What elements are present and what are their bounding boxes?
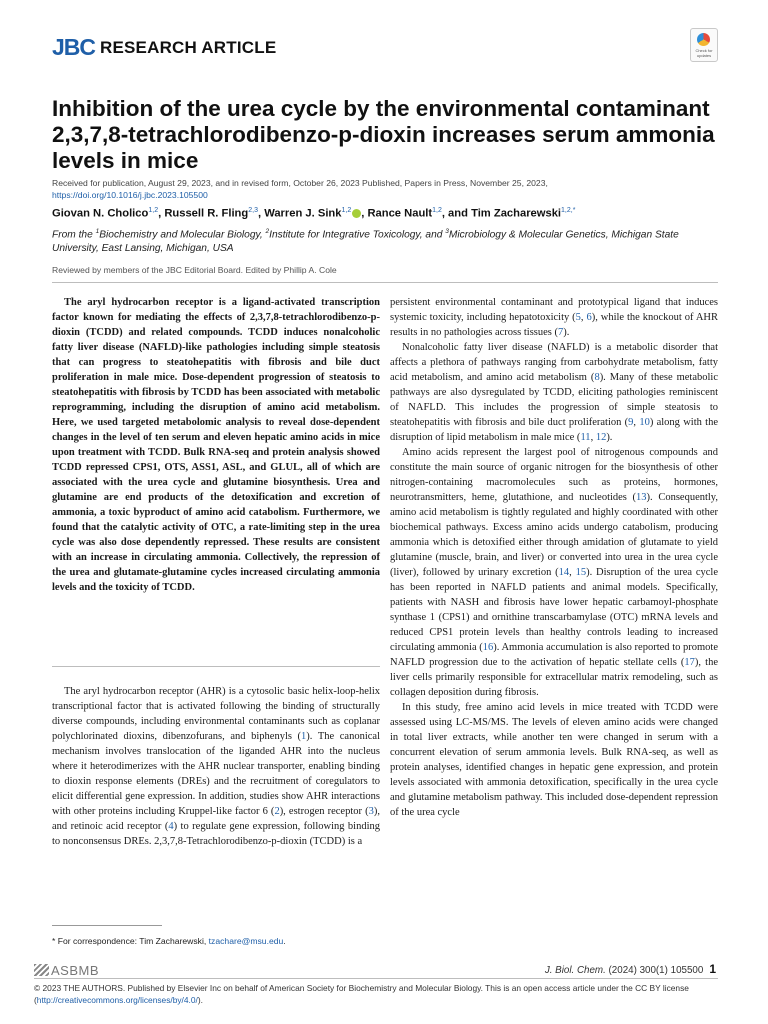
correspondence-footnote: * For correspondence: Tim Zacharewski, tzachare@msu.edu. <box>52 936 286 946</box>
text-run: Nonalcoholic fatty liver disease (NAFLD) is a metabolic disorder that affects a plethora of pathways ranging from carbohydrate metabolism, fatty acid metabolism, and amino acid metabolism ( <box>390 342 718 383</box>
page-header <box>52 34 718 70</box>
right-paragraph-3 <box>390 445 718 700</box>
doi-link[interactable]: https://doi.org/10.1016/j.jbc.2023.105500 <box>52 190 208 200</box>
asbmb-logo-icon <box>34 964 49 976</box>
right-paragraph-2 <box>390 340 718 445</box>
intro-column <box>52 684 380 849</box>
author-name[interactable]: Giovan N. Cholico <box>52 207 149 220</box>
page-number: 1 <box>709 962 716 976</box>
text-run: ). Disruption of the urea cycle has been reported in NAFLD patients and animal models. Specifically, patients with NASH and fibrosis have lower hepatic carbamoyl-phosphate synthase 1 (CPS1) and ornithine transcarbamylase (OTC) mRNA levels and reduced CPS1 protein levels than healthy controls leading to increased circulating ammonia ( <box>390 567 718 653</box>
reference-link[interactable]: 3 <box>368 806 374 817</box>
article-title: Inhibition of the urea cycle by the environmental contaminant 2,3,7,8-tetrachlorodibenzo-p-dioxin increases serum ammonia levels in mice <box>52 96 715 173</box>
author-affiliation-marker: 1,2,* <box>561 207 576 214</box>
abstract-text: The aryl hydrocarbon receptor is a ligand-activated transcription factor known for mediating the effects of 2,3,7,8-tetrachlorodibenzo-p-dioxin (TCDD) and related compounds. TCDD induces nonalcoholic fatty liver disease (NAFLD)-like pathologies including simple steatosis that can progress to steatohepatitis with fibrosis and bile duct proliferation in male mice. Dose-dependent progression of steatosis to steatohepatitis with fibrosis by TCDD has been associated with metabolic reprogramming, including the disruption of amino acid metabolism. Here, we used targeted metabolomic analysis to reveal dose-dependent changes in the level of ten serum and eleven hepatic amino acids in mice upon treatment with TCDD. Bulk RNA-seq and protein analysis showed TCDD repressed CPS1, OTS, ASS1, ASL, and GLUL, all of which are associated with the urea cycle and glutamine biosynthesis. Urea and glutamine are end products of the detoxification and excretion of ammonia, a toxic byproduct of amino acid catabolism. Furthermore, we found that the catalytic activity of OTC, a rate-limiting step in the urea cycle was also dose dependently repressed. These results are consistent with an increase in circulating ammonia. Collectively, the repression of the urea and glutamate-glutamine cycles increased circulating ammonia levels and the toxicity of TCDD. <box>52 297 380 593</box>
text-run: ) to regulate gene expression, following binding to nonconsensus DREs. 2,3,7,8-Tetrachlorodibenzo-p-dioxin (TCDD) is a <box>52 821 381 847</box>
footnote-text: * For correspondence: Tim Zacharewski, <box>52 936 209 946</box>
reference-link[interactable]: 11 <box>580 432 591 443</box>
text-run: ). <box>606 432 613 443</box>
affil-3: Microbiology & Molecular Genetics, Michigan State University, East Lansing, Michigan, USA <box>52 229 679 255</box>
text-run: ), the liver cells primarily responsible for extracellular matrix remodeling, such as collagen deposition during fibrosis. <box>390 657 719 698</box>
check-for-updates-text: Check for updates <box>695 48 713 58</box>
affil-1: Biochemistry and Molecular Biology, <box>99 229 266 241</box>
reference-link[interactable]: 7 <box>557 327 564 338</box>
check-for-updates-badge[interactable] <box>690 28 718 62</box>
affil-2: Institute for Integrative Toxicology, and <box>269 229 446 241</box>
text-run: ). Many of these metabolic pathways are also dysregulated by TCDD, eliciting pathologies reminiscent of NAFLD. This includes the progression of simple steatosis to steatohepatitis with fibrosis and bile duct proliferation ( <box>390 372 718 428</box>
text-run: ), estrogen receptor ( <box>279 806 369 817</box>
author-list <box>52 207 732 220</box>
license-text: © 2023 THE AUTHORS. Published by Elsevier Inc on behalf of American Society for Biochemistry and Molecular Biology. This is an open access article under the CC BY license (http://creativecommons.org/licenses/by/4.0/). <box>34 983 689 1005</box>
author-name[interactable]: Russell R. Fling <box>164 207 249 220</box>
author-affiliation-marker: 1,2 <box>432 207 442 214</box>
author-name[interactable]: Warren J. Sink <box>264 207 342 220</box>
journal-name: J. Biol. Chem. <box>544 965 606 976</box>
text-run: ). The canonical mechanism involves translocation of the liganded AHR into the nucleus where it heterodimerizes with the AHR nuclear transporter, enabling binding to dioxin response elements (DREs) and the recruitment of coregulators to elicit differential gene expression. In addition, studies show AHR interactions with other proteins including Kruppel-like factor 6 ( <box>52 731 380 817</box>
author-name[interactable]: Rance Nault <box>367 207 433 220</box>
publisher-name: ASBMB <box>51 963 100 978</box>
reference-link[interactable]: 5 <box>575 312 581 323</box>
text-run: , <box>633 417 640 428</box>
right-paragraph-4 <box>390 700 718 820</box>
publisher-logo <box>34 963 99 978</box>
reference-link[interactable]: 9 <box>628 417 634 428</box>
reference-link[interactable]: 10 <box>639 417 650 428</box>
text-run: ) along with the disruption of lipid metabolism in male mice ( <box>390 417 718 443</box>
reference-link[interactable]: 15 <box>575 567 587 578</box>
jbc-logo: JBC <box>52 34 96 60</box>
author-affiliation-marker: 1,2 <box>341 207 352 214</box>
reference-link[interactable]: 14 <box>558 567 570 578</box>
affil-prefix: From the <box>52 229 96 241</box>
author-separator: , <box>361 207 368 220</box>
text-run: ). Consequently, amino acid metabolism is tightly regulated and highly coordinated with other biochemical pathways. Excess amino acids undergo catabolism, producing ammonia which is detoxified either through amidation of glutamate to yield glutamine (muscle, brain, and liver) or converted into urea in the urea cycle (liver), followed by urinary excretion ( <box>390 492 719 578</box>
license-link[interactable]: http://creativecommons.org/licenses/by/4.0/ <box>36 995 198 1005</box>
received-text: Received for publication, August 29, 2023, and in revised form, October 26, 2023 Published, Papers in Press, November 25, 2023, <box>52 178 548 188</box>
text-run: ). <box>563 327 570 338</box>
text-run: ). Ammonia accumulation is also reported to promote NAFLD progression due to the activation of hepatic stellate cells ( <box>390 642 719 668</box>
author-separator: , <box>257 207 265 220</box>
text-run: , <box>580 312 587 323</box>
crossmark-icon <box>697 33 710 46</box>
reference-link[interactable]: 13 <box>636 492 647 503</box>
text-run: ), and retinoic acid receptor ( <box>52 806 380 832</box>
right-column <box>390 295 718 820</box>
author-name[interactable]: Tim Zacharewski <box>471 207 562 220</box>
reviewed-note: Reviewed by members of the JBC Editorial Board. Edited by Phillip A. Cole <box>52 265 337 275</box>
publication-dates <box>52 177 732 201</box>
text-run: In this study, free amino acid levels in mice treated with TCDD were assessed using LC-MS/MS. The levels of eleven amino acids were changed in total liver extracts, while another ten were changed in serum with a concurrent elevation of serum ammonia levels. Bulk RNA-seq, as well as protein analyses, identified changes in hepatic gene expression, and protein levels associated with ammonia detoxification, specifically in the urea cycle and glutamine metabolism pathway. This included dose-dependent repression of the urea cycle <box>390 702 718 818</box>
citation-details: (2024) 300(1) 105500 <box>605 965 704 976</box>
reference-link[interactable]: 8 <box>594 372 600 383</box>
author-separator: , <box>158 207 165 220</box>
footnote-rule <box>52 925 162 926</box>
correspondence-email-link[interactable]: tzachare@msu.edu <box>208 936 284 946</box>
intro-paragraph-1 <box>52 684 380 849</box>
text-run: , <box>569 567 576 578</box>
reference-link[interactable]: 1 <box>301 731 307 742</box>
header-divider <box>52 282 718 283</box>
reference-link[interactable]: 2 <box>274 806 280 817</box>
article-type-label: RESEARCH ARTICLE <box>100 38 277 57</box>
journal-citation <box>545 962 716 976</box>
text-run: The aryl hydrocarbon receptor (AHR) is a cytosolic basic helix-loop-helix transcriptional factor that is activated following the binding of structurally diverse compounds, including environmental contaminants such as coplanar polychlorinated dioxins, dibenzofurans, and biphenyls ( <box>52 686 380 742</box>
text-run: , <box>590 432 596 443</box>
reference-link[interactable]: 6 <box>586 312 592 323</box>
affiliations: From the $^1$Biochemistry and Molecular Biology, $^2$Institute for Integrative Toxicology, and $^3$Microbiology & Molecular Genetics, Michigan State University, East Lansing, Michigan, USA <box>52 228 679 255</box>
author-separator: , and <box>441 207 472 220</box>
reference-link[interactable]: 12 <box>595 432 607 443</box>
reference-link[interactable]: 16 <box>482 642 494 653</box>
text-run: ), while the knockout of AHR results in no pathologies across tissues ( <box>390 312 718 338</box>
text-run: persistent environmental contaminant and prototypical ligand that induces systemic toxicity, including hepatotoxicity ( <box>390 297 718 323</box>
text-run: Amino acids represent the largest pool of nitrogenous compounds and constitute the main source of organic nitrogen for the biosynthesis of other nitrogen-containing macromolecules such as proteins, hormones, neurotransmitters, heme, glutathione, and nucleotides ( <box>390 447 718 503</box>
abstract <box>52 295 380 595</box>
author-affiliation-marker: 1,2 <box>148 207 159 214</box>
author-affiliation-marker: 2,3 <box>248 207 258 214</box>
abstract-divider <box>52 666 380 667</box>
right-paragraph-1 <box>390 295 718 340</box>
reference-link[interactable]: 17 <box>684 657 695 668</box>
orcid-icon[interactable] <box>352 209 361 218</box>
reference-link[interactable]: 4 <box>168 821 174 832</box>
footer-divider <box>34 978 718 979</box>
